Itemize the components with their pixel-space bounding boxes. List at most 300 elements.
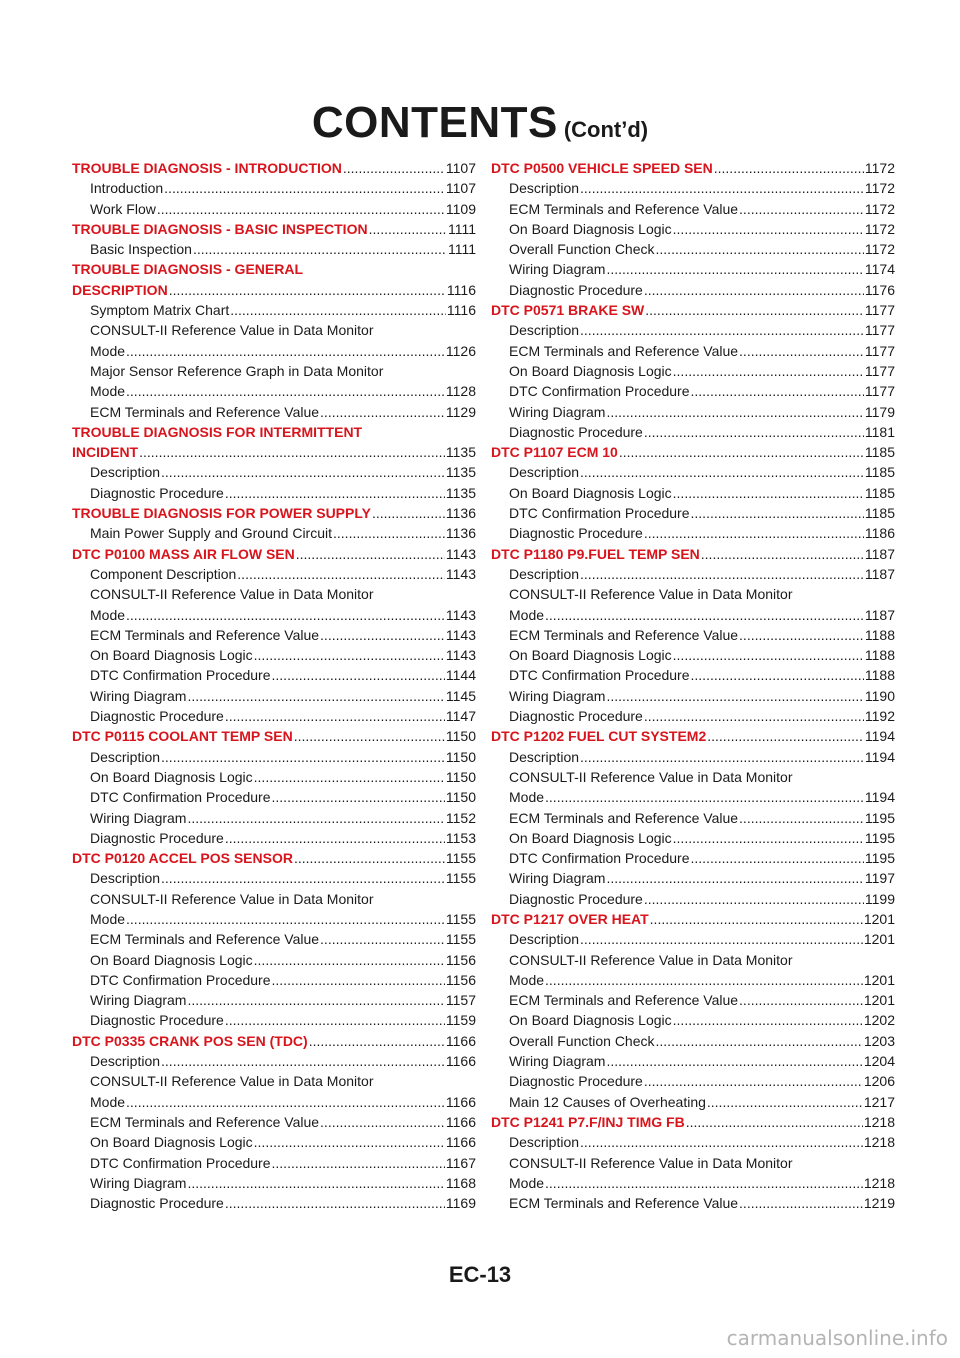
toc-entry-title: Description [90, 1053, 161, 1070]
dot-leader [320, 625, 445, 645]
toc-subsection[interactable] [491, 828, 895, 848]
toc-entry-row [491, 1092, 895, 1112]
toc-subsection[interactable] [491, 402, 895, 422]
toc-entry-title-line: CONSULT-II Reference Value in Data Monitor [90, 1073, 374, 1090]
page-number: EC-13 [448, 1262, 512, 1287]
dot-leader [126, 341, 445, 361]
toc-entry-row [72, 808, 476, 828]
dot-leader [691, 381, 864, 401]
toc-entry-row [491, 239, 895, 259]
toc-section[interactable] [491, 158, 895, 178]
toc-entry-title: Diagnostic Procedure [509, 281, 643, 298]
toc-subsection[interactable] [72, 564, 476, 584]
toc-subsection[interactable] [72, 361, 476, 402]
toc-entry-title-line: CONSULT-II Reference Value in Data Monitor [509, 768, 793, 785]
toc-subsection[interactable] [72, 706, 476, 726]
toc-entry-row [72, 1132, 476, 1152]
dot-leader [272, 787, 445, 807]
toc-entry-title: ECM Terminals and Reference Value [509, 626, 739, 643]
toc-subsection[interactable] [491, 645, 895, 665]
toc-subsection[interactable] [72, 483, 476, 503]
toc-subsection[interactable] [491, 462, 895, 482]
toc-entry-title: Description [509, 1134, 580, 1151]
toc-subsection[interactable] [491, 868, 895, 888]
dot-leader [187, 1173, 444, 1193]
toc-page-number: 1172 [864, 220, 895, 237]
toc-subsection[interactable] [72, 747, 476, 767]
dot-leader [645, 300, 864, 320]
toc-subsection[interactable] [491, 219, 895, 239]
toc-subsection[interactable] [72, 929, 476, 949]
toc-entry-row [491, 361, 895, 381]
toc-subsection[interactable] [491, 665, 895, 685]
dot-leader [644, 889, 864, 909]
dot-leader [580, 747, 864, 767]
toc-entry-row [72, 1112, 476, 1132]
toc-subsection[interactable] [72, 462, 476, 482]
dot-leader [606, 868, 863, 888]
toc-entry-title: Diagnostic Procedure [509, 525, 643, 542]
toc-subsection[interactable] [72, 889, 476, 930]
toc-subsection[interactable] [72, 808, 476, 828]
toc-entry-row [491, 462, 895, 482]
toc-subsection[interactable] [72, 1193, 476, 1213]
toc-entry-title: DTC P0120 ACCEL POS SENSOR [72, 850, 293, 867]
toc-page-number: 1192 [864, 708, 895, 725]
toc-subsection[interactable] [491, 1010, 895, 1030]
toc-subsection[interactable] [491, 199, 895, 219]
toc-subsection[interactable] [72, 199, 476, 219]
dot-leader [296, 544, 445, 564]
toc-entry-row [72, 970, 476, 990]
toc-entry-title: DTC P0115 COOLANT TEMP SEN [72, 728, 293, 745]
toc-entry-row [491, 1112, 895, 1132]
toc-entry-title-line: DESCRIPTION [72, 281, 168, 298]
toc-entry-row [72, 1193, 476, 1213]
toc-subsection[interactable] [491, 848, 895, 868]
toc-subsection[interactable] [491, 422, 895, 442]
dot-leader [656, 239, 864, 259]
toc-entry-title: Diagnostic Procedure [90, 829, 224, 846]
toc-entry-title: Diagnostic Procedure [90, 484, 224, 501]
toc-section[interactable] [72, 422, 476, 463]
toc-subsection[interactable] [72, 584, 476, 625]
dot-leader [580, 462, 864, 482]
toc-subsection[interactable] [491, 523, 895, 543]
toc-page-number: 1166 [445, 1053, 476, 1070]
toc-page-number: 1201 [863, 992, 895, 1009]
toc-page-number: 1181 [864, 423, 895, 440]
toc-subsection[interactable] [491, 706, 895, 726]
toc-entry-row [72, 929, 476, 949]
toc-entry-title: Introduction [90, 180, 164, 197]
dot-leader [272, 665, 445, 685]
dot-leader [294, 726, 445, 746]
toc-entry-row [491, 544, 895, 564]
toc-section[interactable] [72, 1031, 476, 1051]
toc-subsection[interactable] [72, 868, 476, 888]
toc-subsection[interactable] [72, 625, 476, 645]
dot-leader [333, 523, 445, 543]
toc-page-number: 1177 [864, 322, 895, 339]
dot-leader [187, 990, 444, 1010]
toc-subsection[interactable] [491, 1071, 895, 1091]
dot-leader [187, 808, 444, 828]
toc-subsection[interactable] [491, 767, 895, 808]
toc-page-number: 1156 [445, 971, 476, 988]
toc-subsection[interactable] [72, 990, 476, 1010]
toc-entry-title: Symptom Matrix Chart [90, 302, 230, 319]
toc-entry-title: Wiring Diagram [90, 992, 187, 1009]
toc-subsection[interactable] [72, 320, 476, 361]
toc-page-number: 1186 [864, 525, 895, 542]
toc-page-number: 1155 [445, 910, 476, 927]
dot-leader [739, 990, 863, 1010]
toc-entry-row [491, 1031, 895, 1051]
toc-entry-row [491, 909, 895, 929]
toc-subsection[interactable] [491, 1092, 895, 1112]
toc-entry-title-line: CONSULT-II Reference Value in Data Monitor [509, 586, 793, 603]
toc-subsection[interactable] [491, 280, 895, 300]
toc-subsection[interactable] [491, 929, 895, 949]
toc-entry-row [72, 868, 476, 888]
dot-leader [580, 1132, 863, 1152]
toc-entry-row [491, 259, 895, 279]
toc-entry-title-line: INCIDENT [72, 444, 139, 461]
toc-page-number: 1177 [864, 342, 895, 359]
toc-subsection[interactable] [491, 1132, 895, 1152]
dot-leader [545, 605, 864, 625]
toc-subsection[interactable] [491, 686, 895, 706]
toc-section[interactable] [491, 300, 895, 320]
toc-page-number: 1155 [445, 931, 476, 948]
dot-leader [161, 868, 445, 888]
toc-entry-row [72, 483, 476, 503]
dot-leader [225, 706, 445, 726]
toc-page-number: 1107 [445, 160, 476, 176]
dot-leader [320, 402, 445, 422]
toc-subsection[interactable] [491, 239, 895, 259]
toc-entry-title: ECM Terminals and Reference Value [90, 626, 320, 643]
toc-entry-title: Description [509, 322, 580, 339]
toc-page-number: 1177 [864, 362, 895, 379]
toc-subsection[interactable] [72, 1051, 476, 1071]
toc-entry-title: On Board Diagnosis Logic [509, 1012, 672, 1029]
toc-entry-title: On Board Diagnosis Logic [509, 484, 672, 501]
toc-entry-row [491, 1051, 895, 1071]
toc-entry-title-line: CONSULT-II Reference Value in Data Monitor [90, 890, 374, 907]
toc-page-number: 1109 [445, 200, 476, 217]
toc-page-number: 1166 [445, 1032, 476, 1049]
dot-leader [254, 950, 445, 970]
dot-leader [545, 970, 863, 990]
toc-entry-title: Diagnostic Procedure [509, 890, 643, 907]
toc-page-number: 1188 [864, 667, 895, 684]
toc-subsection[interactable] [72, 767, 476, 787]
toc-subsection[interactable] [72, 1010, 476, 1030]
dot-leader [343, 158, 445, 178]
toc-entry-title: DTC P1180 P9.FUEL TEMP SEN [491, 545, 700, 562]
toc-page-number: 1195 [864, 809, 895, 826]
toc-page-number: 1126 [445, 342, 476, 359]
toc-entry-row [72, 645, 476, 665]
toc-entry-row [72, 300, 476, 320]
toc-entry-row [491, 929, 895, 949]
toc-entry-title-line: Mode [509, 971, 545, 988]
dot-leader [225, 1010, 445, 1030]
toc-entry-title: Overall Function Check [509, 241, 655, 258]
toc-entry-row [72, 199, 476, 219]
toc-entry-row [72, 341, 476, 361]
toc-entry-row [491, 808, 895, 828]
toc-subsection[interactable] [491, 1193, 895, 1213]
toc-entry-title: DTC P1107 ECM 10 [491, 444, 618, 461]
toc-entry-title-line: Mode [90, 1093, 126, 1110]
toc-page-number: 1129 [445, 403, 476, 420]
dot-leader [369, 219, 447, 239]
toc-subsection[interactable] [72, 1071, 476, 1112]
toc-entry-row [72, 219, 476, 239]
toc-entry-title: DTC Confirmation Procedure [509, 383, 690, 400]
toc-subsection[interactable] [491, 747, 895, 767]
toc-entry-row [491, 828, 895, 848]
toc-entry-title-line: CONSULT-II Reference Value in Data Monitor [509, 1154, 793, 1171]
dot-leader [673, 645, 864, 665]
toc-subsection[interactable] [491, 625, 895, 645]
dot-leader [139, 442, 445, 462]
toc-subsection[interactable] [491, 341, 895, 361]
toc-entry-row [491, 219, 895, 239]
toc-entry-row [72, 605, 476, 625]
toc-entry-row [72, 239, 476, 259]
toc-entry-row [72, 747, 476, 767]
toc-entry-row [72, 503, 476, 523]
toc-entry-row [491, 848, 895, 868]
toc-page-number: 1201 [863, 910, 895, 927]
toc-page-number: 1150 [445, 728, 476, 745]
toc-subsection[interactable] [72, 523, 476, 543]
toc-entry-title: Main Power Supply and Ground Circuit [90, 525, 333, 542]
toc-entry-title-line: Mode [90, 342, 126, 359]
dot-leader [254, 645, 445, 665]
toc-section[interactable] [491, 909, 895, 929]
toc-subsection[interactable] [72, 665, 476, 685]
toc-entry-title: Wiring Diagram [509, 870, 606, 887]
toc-subsection[interactable] [72, 787, 476, 807]
dot-leader [644, 280, 864, 300]
toc-entry-row [491, 686, 895, 706]
toc-subsection[interactable] [72, 950, 476, 970]
toc-subsection[interactable] [491, 381, 895, 401]
toc-entry-title-line: Mode [509, 606, 545, 623]
toc-subsection[interactable] [72, 1173, 476, 1193]
toc-page-number: 1177 [864, 302, 895, 319]
toc-entry-title-line: Mode [90, 383, 126, 400]
toc-page-number: 1206 [863, 1073, 895, 1090]
toc-entry-title-line: TROUBLE DIAGNOSIS FOR INTERMITTENT [72, 423, 363, 440]
dot-leader [650, 909, 863, 929]
toc-section[interactable] [491, 726, 895, 746]
toc-page-number: 1203 [863, 1032, 895, 1049]
toc-entry-title: Wiring Diagram [509, 687, 606, 704]
toc-entry-title: Overall Function Check [509, 1032, 655, 1049]
toc-page-number: 1155 [445, 870, 476, 887]
toc-entry-title: ECM Terminals and Reference Value [90, 1113, 320, 1130]
toc-entry-row [491, 300, 895, 320]
toc-entry-row [491, 726, 895, 746]
toc-entry-row [491, 787, 895, 807]
toc-section[interactable] [72, 259, 476, 300]
toc-subsection[interactable] [491, 361, 895, 381]
toc-subsection[interactable] [72, 1132, 476, 1152]
toc-entry-row [72, 1153, 476, 1173]
toc-subsection[interactable] [72, 645, 476, 665]
dot-leader [126, 381, 445, 401]
toc-entry-title: On Board Diagnosis Logic [90, 951, 253, 968]
toc-section[interactable] [72, 726, 476, 746]
toc-entry-title: DTC Confirmation Procedure [90, 971, 271, 988]
toc-subsection[interactable] [491, 564, 895, 584]
toc-subsection[interactable] [72, 300, 476, 320]
toc-section[interactable] [491, 442, 895, 462]
toc-entry-title: Diagnostic Procedure [90, 1012, 224, 1029]
dot-leader [580, 178, 864, 198]
toc-subsection[interactable] [491, 1031, 895, 1051]
toc-entry-title: DTC Confirmation Procedure [509, 667, 690, 684]
toc-subsection[interactable] [72, 1112, 476, 1132]
toc-subsection[interactable] [72, 178, 476, 198]
toc-entry-row [72, 544, 476, 564]
toc-entry-row [491, 605, 895, 625]
toc-page-number: 1135 [445, 444, 476, 461]
toc-page-number: 1187 [864, 565, 895, 582]
dot-leader [739, 1193, 863, 1213]
dot-leader [701, 544, 864, 564]
toc-entry-row [72, 726, 476, 746]
toc-entry-title: Component Description [90, 565, 237, 582]
toc-entry-title-line: Mode [90, 606, 126, 623]
toc-entry-title: Description [509, 931, 580, 948]
toc-entry-row [491, 178, 895, 198]
toc-page-number: 1174 [864, 261, 895, 278]
toc-page-number: 1107 [445, 180, 476, 197]
toc-entry-title-line: Major Sensor Reference Graph in Data Monitor [90, 362, 384, 379]
dot-leader [320, 1112, 445, 1132]
toc-page-number: 1204 [863, 1053, 895, 1070]
toc-entry-row [491, 483, 895, 503]
toc-entry-title: ECM Terminals and Reference Value [90, 403, 320, 420]
toc-subsection[interactable] [491, 950, 895, 991]
dot-leader [580, 929, 863, 949]
toc-section[interactable] [72, 219, 476, 239]
toc-entry-title: DTC Confirmation Procedure [90, 667, 271, 684]
toc-entry-row [491, 990, 895, 1010]
toc-subsection[interactable] [491, 320, 895, 340]
toc-section[interactable] [72, 503, 476, 523]
toc-entry-row [72, 178, 476, 198]
toc-page-number: 1169 [445, 1195, 476, 1212]
toc-entry-row [491, 1132, 895, 1152]
toc-subsection[interactable] [491, 503, 895, 523]
toc-page-number: 1172 [864, 200, 895, 217]
toc-entry-row [491, 158, 895, 178]
toc-page-number: 1143 [445, 606, 476, 623]
toc-entry-row [491, 665, 895, 685]
toc-entry-title: ECM Terminals and Reference Value [509, 1195, 739, 1212]
toc-page-number: 1179 [864, 403, 895, 420]
toc-subsection[interactable] [72, 828, 476, 848]
toc-page-number: 1218 [863, 1134, 895, 1151]
toc-subsection[interactable] [72, 686, 476, 706]
toc-entry-row [491, 422, 895, 442]
dot-leader [157, 199, 445, 219]
toc-entry-row [72, 767, 476, 787]
dot-leader [169, 280, 446, 300]
toc-page-number: 1143 [445, 626, 476, 643]
toc-entry-row [491, 341, 895, 361]
toc-section[interactable] [491, 544, 895, 564]
toc-subsection[interactable] [491, 808, 895, 828]
toc-section[interactable] [72, 158, 476, 178]
contents-heading: CONTENTS [311, 98, 558, 147]
dot-leader [545, 787, 864, 807]
toc-entry-row [72, 787, 476, 807]
toc-subsection[interactable] [491, 990, 895, 1010]
toc-section[interactable] [72, 848, 476, 868]
toc-entry-title: DTC P1217 OVER HEAT [491, 910, 649, 927]
toc-page-number: 1111 [447, 220, 476, 237]
toc-entry-row [72, 1051, 476, 1071]
toc-subsection[interactable] [491, 889, 895, 909]
toc-subsection[interactable] [72, 239, 476, 259]
toc-entry-title: DTC Confirmation Procedure [90, 1154, 271, 1171]
toc-subsection[interactable] [491, 1153, 895, 1194]
toc-subsection[interactable] [491, 1051, 895, 1071]
toc-page-number: 1187 [864, 545, 895, 562]
toc-entry-row [491, 1010, 895, 1030]
toc-page-number: 1152 [445, 809, 476, 826]
toc-subsection[interactable] [72, 1153, 476, 1173]
dot-leader [739, 625, 864, 645]
toc-entry-row [72, 462, 476, 482]
toc-subsection[interactable] [72, 970, 476, 990]
toc-subsection[interactable] [72, 402, 476, 422]
toc-subsection[interactable] [491, 584, 895, 625]
toc-entry-title: ECM Terminals and Reference Value [509, 200, 739, 217]
toc-entry-row [491, 564, 895, 584]
dot-leader [161, 1051, 445, 1071]
toc-page-number: 1190 [864, 687, 895, 704]
toc-entry-row [491, 625, 895, 645]
dot-leader [691, 503, 864, 523]
toc-page-number: 1194 [864, 789, 895, 806]
toc-page-number: 1202 [863, 1012, 895, 1029]
toc-entry-title: DTC P0335 CRANK POS SEN (TDC) [72, 1032, 308, 1049]
toc-entry-row [72, 1010, 476, 1030]
toc-entry-title: DTC Confirmation Procedure [509, 850, 690, 867]
toc-section[interactable] [72, 544, 476, 564]
toc-page-number: 1194 [864, 728, 895, 745]
toc-subsection[interactable] [491, 178, 895, 198]
toc-section[interactable] [491, 1112, 895, 1132]
toc-entry-title: DTC Confirmation Procedure [509, 505, 690, 522]
dot-leader [686, 1112, 863, 1132]
toc-entry-title: TROUBLE DIAGNOSIS FOR POWER SUPPLY [72, 505, 371, 522]
dot-leader [372, 503, 445, 523]
toc-subsection[interactable] [491, 483, 895, 503]
toc-subsection[interactable] [491, 259, 895, 279]
dot-leader [644, 523, 864, 543]
